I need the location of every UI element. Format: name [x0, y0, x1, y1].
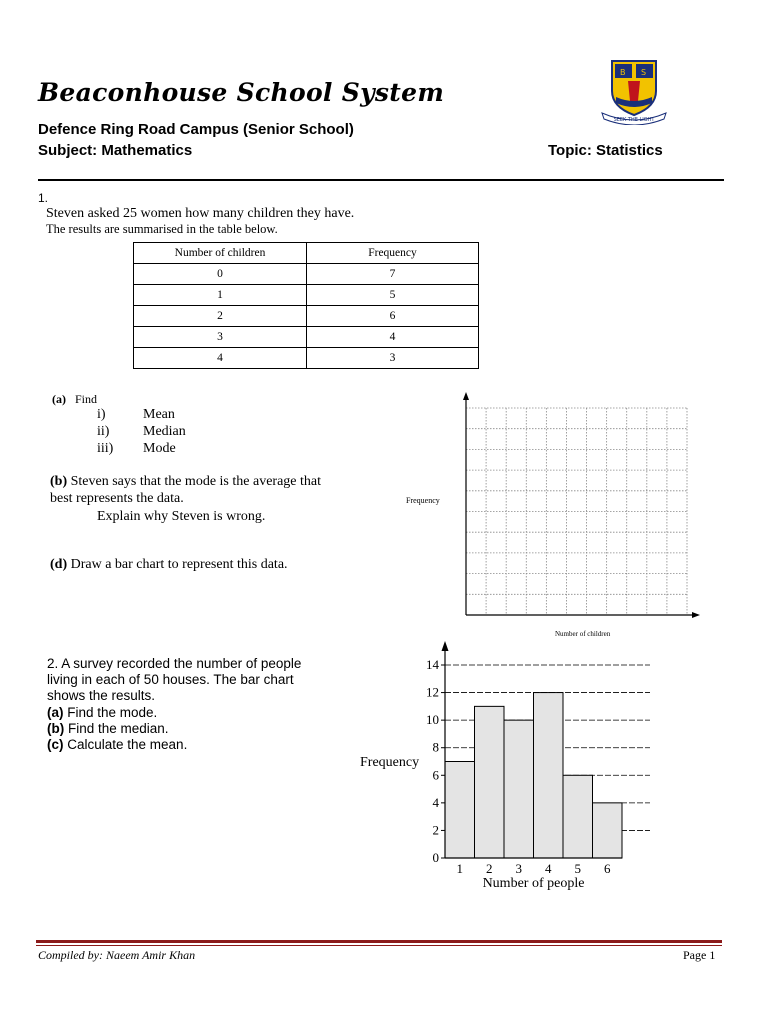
logo-motto: SEEK THE LIGHT [613, 117, 655, 123]
table-cell: 7 [307, 264, 479, 285]
chart-y-tick-label: 14 [426, 657, 439, 672]
chart-y-tick-label: 2 [432, 822, 439, 838]
table-row [134, 327, 479, 348]
chart-bar-4 [534, 693, 564, 858]
table-header-children: Number of children [134, 243, 307, 264]
grid-y-arrow [463, 392, 469, 400]
table-cell: 2 [134, 306, 307, 327]
question-2-line-2: living in each of 50 houses. The bar chart [47, 672, 294, 687]
q2-part-b-label: (b) [47, 721, 65, 736]
q2-part-c-text: Calculate the mean. [63, 737, 188, 752]
question-1-subtext: The results are summarised in the table below. [46, 222, 278, 236]
blank-grid [400, 388, 710, 643]
chart-x-tick-label: 2 [486, 861, 493, 876]
footer-divider-thick [36, 940, 722, 943]
question-2-line-3: shows the results. [47, 688, 156, 703]
grid-y-label: Frequency [406, 496, 440, 505]
chart-bar-2 [475, 706, 505, 858]
chart-y-tick-label: 0 [432, 850, 439, 865]
table-cell: 3 [307, 348, 479, 369]
question-1-text: Steven asked 25 women how many children they have. [46, 206, 355, 221]
sub-item-mode: Mode [143, 441, 176, 456]
table-row [134, 264, 479, 285]
part-b-label: (b) [50, 474, 68, 489]
bar-chart [350, 635, 650, 895]
part-b-line-2: best represents the data. [50, 491, 184, 506]
question-2-part-b [47, 721, 169, 736]
chart-y-tick-label: 12 [426, 684, 439, 700]
chart-x-tick-label: 3 [515, 861, 522, 876]
part-d-label: (d) [50, 557, 68, 572]
sub-item-number: iii) [97, 441, 114, 456]
part-a-find: Find [75, 392, 98, 406]
table-cell: 4 [134, 348, 307, 369]
chart-x-tick-label: 4 [545, 861, 552, 876]
part-b-line-3: Explain why Steven is wrong. [97, 509, 266, 524]
subject-label: Subject: Mathematics [38, 142, 193, 159]
school-title: Beaconhouse School System [38, 78, 445, 107]
school-crest-logo [598, 55, 670, 125]
question-2-part-a [47, 705, 157, 720]
table-cell: 4 [307, 327, 479, 348]
part-a-heading [52, 392, 97, 407]
header-divider [38, 179, 724, 181]
footer-compiled-by: Compiled by: Naeem Amir Khan [38, 948, 196, 962]
table-cell: 1 [134, 285, 307, 306]
chart-bar-3 [504, 720, 534, 858]
chart-y-tick-label: 10 [426, 712, 439, 728]
svg-text:B: B [620, 68, 626, 77]
chart-bar-1 [445, 762, 475, 859]
part-a-label: (a) [52, 392, 66, 406]
chart-y-arrow [442, 641, 449, 651]
campus-name: Defence Ring Road Campus (Senior School) [38, 121, 354, 138]
chart-bar-5 [563, 775, 593, 858]
topic-label: Topic: Statistics [548, 142, 663, 159]
table-row [134, 285, 479, 306]
q2-part-c-label: (c) [47, 737, 64, 752]
svg-text:S: S [641, 68, 647, 77]
chart-y-tick-label: 8 [432, 739, 439, 755]
table-row [134, 306, 479, 327]
sub-item-number: i) [97, 407, 106, 422]
table-header-row [134, 243, 479, 264]
table-row [134, 348, 479, 369]
q2-part-a-text: Find the mode. [63, 705, 158, 720]
sub-item-number: ii) [97, 424, 110, 439]
question-2-line-1: 2. A survey recorded the number of people [47, 656, 302, 671]
part-d-text: Draw a bar chart to represent this data. [67, 557, 288, 572]
question-1-number: 1. [38, 191, 49, 205]
table-cell: 3 [134, 327, 307, 348]
part-b-line-1 [50, 474, 321, 490]
sub-item-median: Median [143, 424, 186, 439]
q2-part-a-label: (a) [47, 705, 64, 720]
frequency-table [133, 242, 479, 369]
chart-x-tick-label: 5 [574, 861, 581, 876]
chart-x-tick-label: 1 [456, 861, 463, 876]
footer-page-number: Page 1 [683, 948, 716, 962]
sub-item-mean: Mean [143, 407, 175, 422]
chart-x-axis-title: Number of people [482, 876, 585, 891]
grid-x-label: Number of children [555, 630, 611, 638]
table-cell: 0 [134, 264, 307, 285]
chart-y-axis-title: Frequency [360, 755, 420, 770]
chart-bar-6 [593, 803, 623, 858]
table-cell: 5 [307, 285, 479, 306]
part-d-line [50, 557, 288, 573]
footer-divider-thin [36, 945, 722, 946]
chart-y-tick-label: 4 [432, 794, 439, 810]
grid-x-arrow [692, 612, 700, 618]
part-b-text: Steven says that the mode is the average that [67, 474, 321, 489]
q2-part-b-text: Find the median. [64, 721, 169, 736]
table-header-frequency: Frequency [307, 243, 479, 264]
chart-y-tick-label: 6 [432, 767, 439, 783]
question-2-part-c [47, 737, 187, 752]
table-cell: 6 [307, 306, 479, 327]
chart-x-tick-label: 6 [604, 861, 611, 876]
